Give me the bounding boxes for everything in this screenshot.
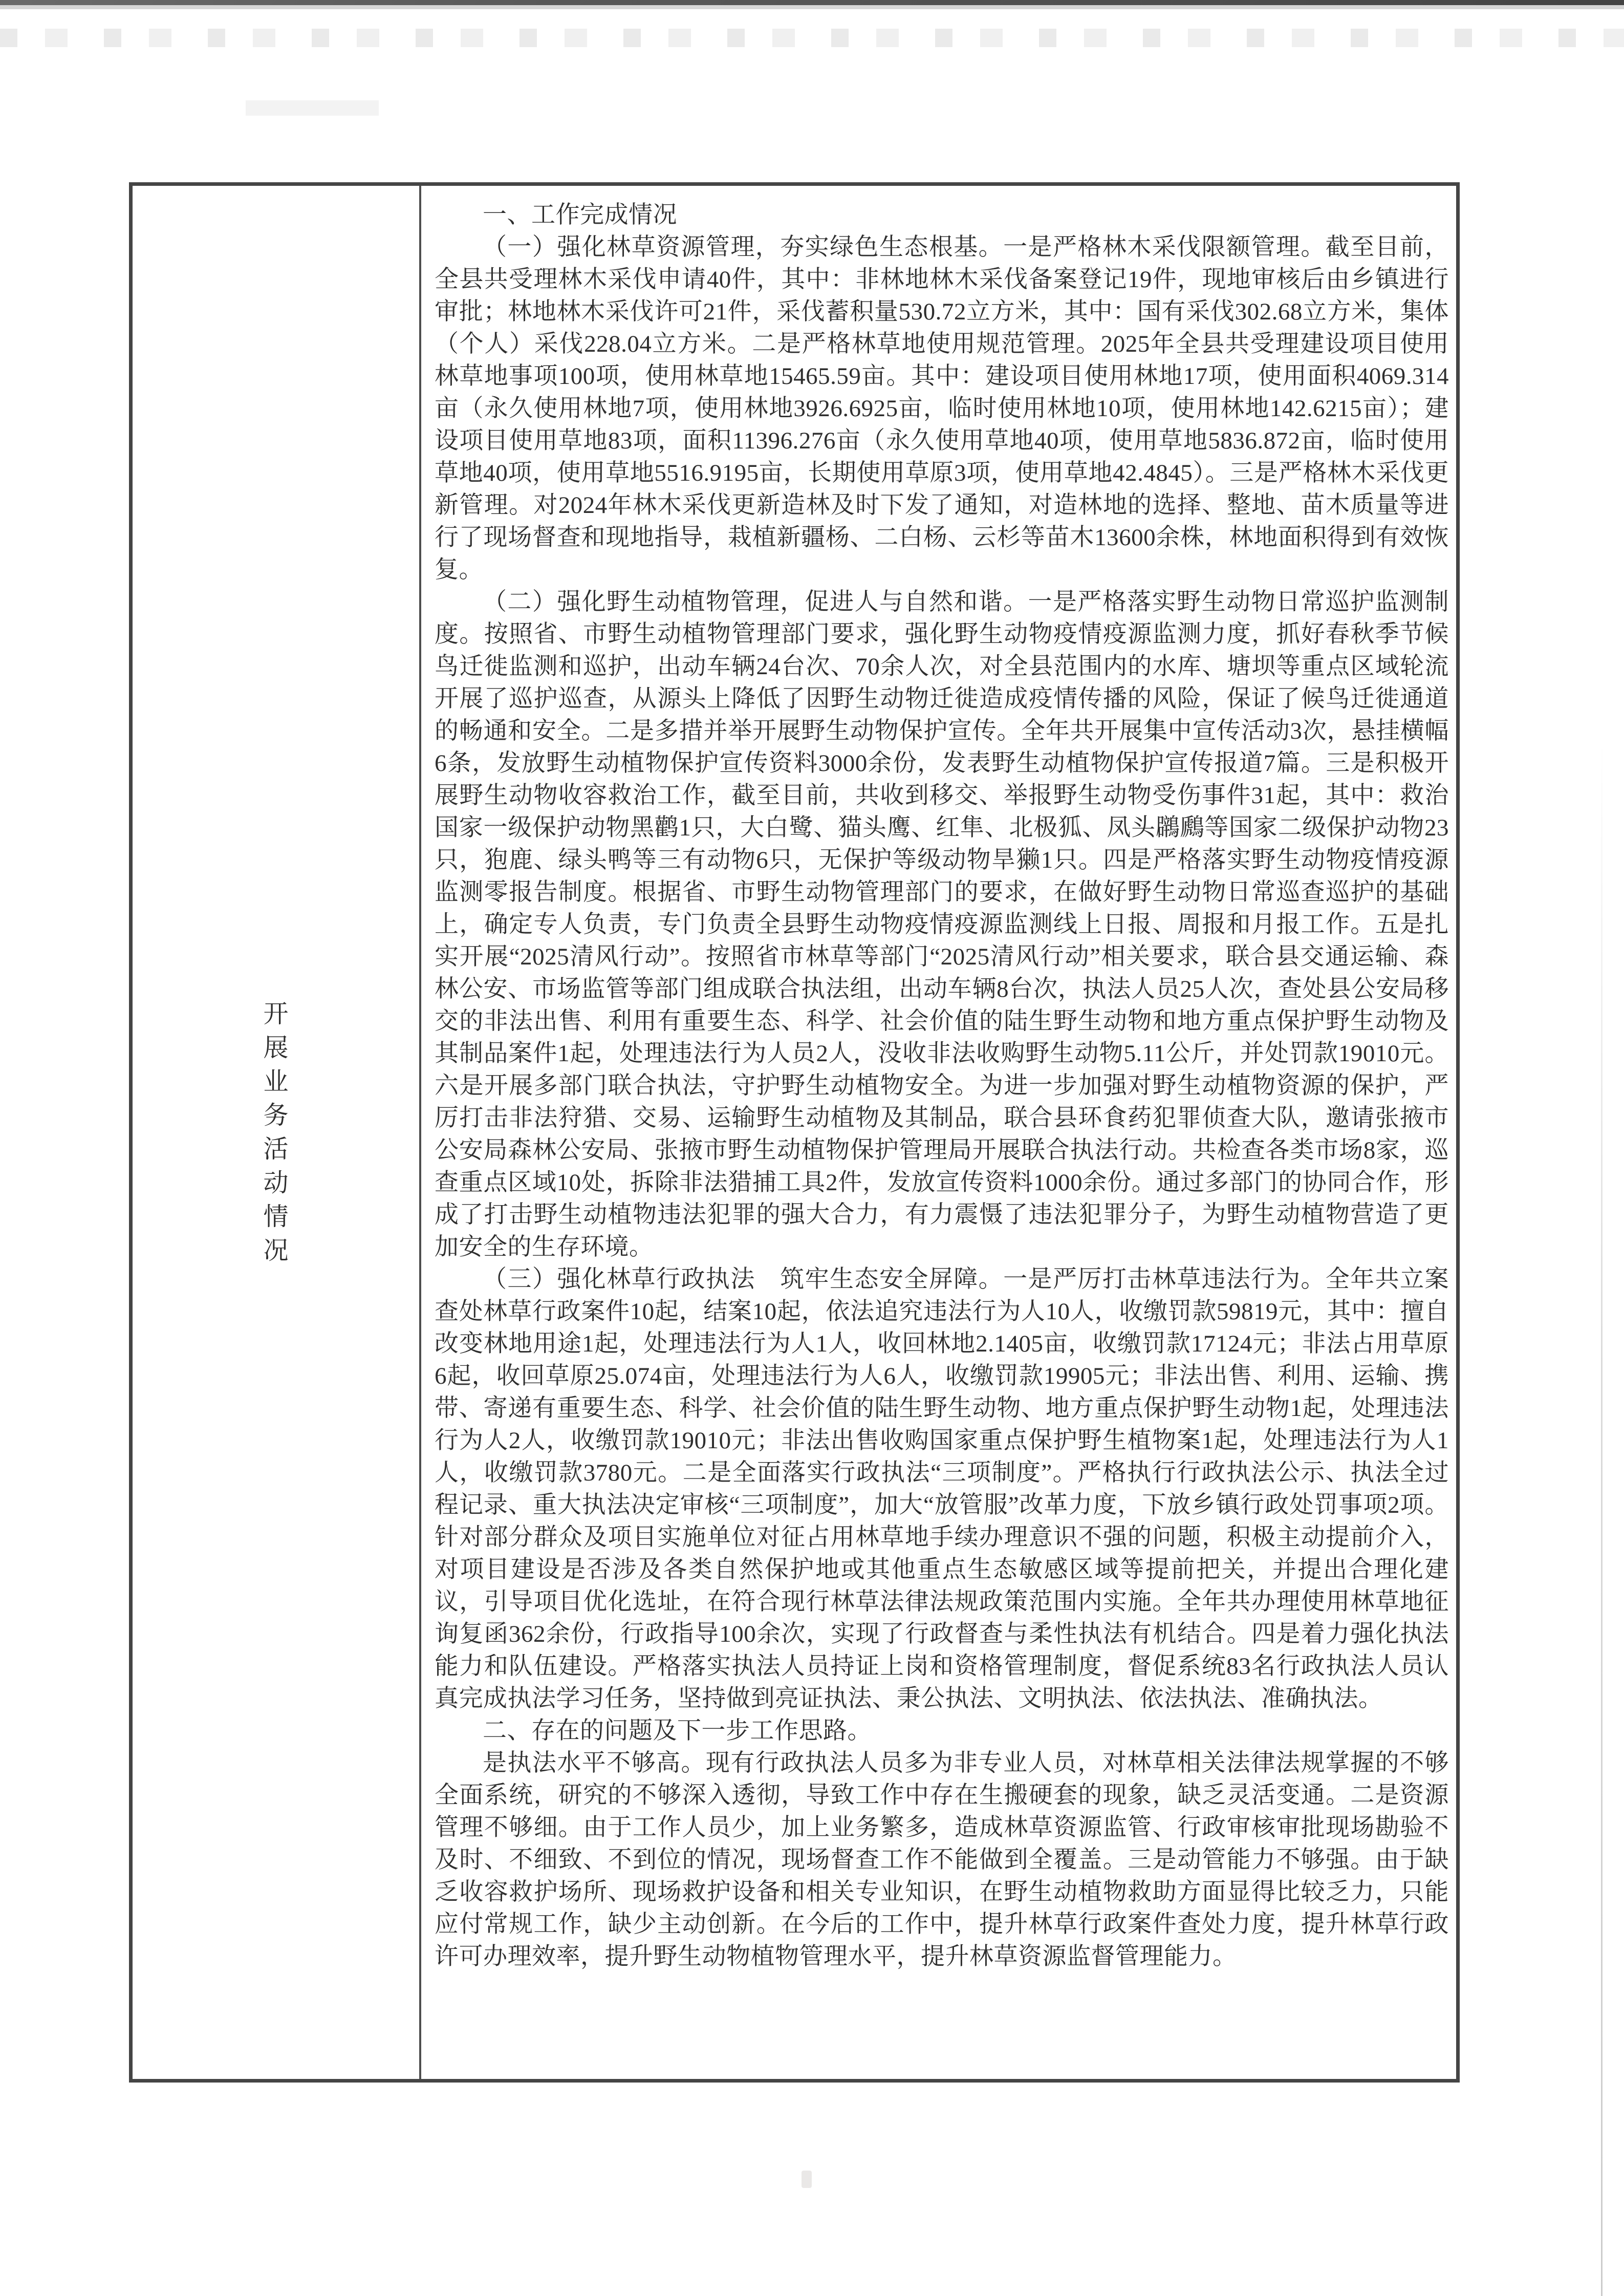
activity-report-cell (421, 186, 1456, 2079)
row-label-char: 务 (263, 1101, 289, 1129)
report-section-heading: 一、工作完成情况 (483, 202, 677, 228)
row-label-char: 展 (263, 1034, 289, 1062)
scan-edge-shadow (0, 5, 1624, 9)
report-paragraph: （三）强化林草行政执法 筑牢生态安全屏障。一是严厉打击林草违法行为。全年共立案查处林草行政案件10起，结案10起，依法追究违法行为人10人，收缴罚款59819元，其中：擅自改变林地用途1起，处理违法行为人1人，收回林地2.1405亩，收缴罚款17124元；非法占用草原6起，收回草原25.074亩，处理违法行为人6人，收缴罚款19905元；非法出售、利用、运输、携带、寄递有重要生态、科学、社会价值的陆生野生动物、地方重点保护野生动物1起，处理违法行为人2人，收缴罚款19010元；非法出售收购国家重点保护野生植物案1起，处理违法行为人1人，收缴罚款3780元。二是全面落实行政执法“三项制度”。严格执行行政执法公示、执法全过程记录、重大执法决定审核“三项制度”，加大“放管服”改革力度，下放乡镇行政处罚事项2项。针对部分群众及项目实施单位对征占用林草地手续办理意识不强的问题，积极主动提前介入，对项目建设是否涉及各类自然保护地或其他重点生态敏感区域等提前把关，并提出合理化建议，引导项目优化选址，在符合现行林草法律法规政策范围内实施。全年共办理使用林草地征询复函362余份，行政指导100余次，实现了行政督查与柔性执法有机结合。四是着力强化执法能力和队伍建设。严格落实执法人员持证上岗和资格管理制度，督促系统83名行政执法人员认真完成执法学习任务，坚持做到亮证执法、秉公执法、文明执法、依法执法、准确执法。 (435, 1266, 1449, 1712)
scan-ghost-smudge (246, 100, 379, 116)
scan-edge-artifact (0, 0, 1624, 5)
report-section-heading: 二、存在的问题及下一步工作思路。 (483, 1718, 872, 1744)
row-label-char: 活 (263, 1135, 289, 1163)
row-label-char: 动 (263, 1169, 289, 1197)
report-paragraph: （二）强化野生动植物管理，促进人与自然和谐。一是严格落实野生动物日常巡护监测制度。按照省、市野生动植物管理部门要求，强化野生动物疫情疫源监测力度，抓好春秋季节候鸟迁徙监测和巡护，出动车辆24台次、70余人次，对全县范围内的水库、塘坝等重点区域轮流开展了巡护巡查，从源头上降低了因野生动物迁徙造成疫情传播的风险，保证了候鸟迁徙通道的畅通和安全。二是多措并举开展野生动物保护宣传。全年共开展集中宣传活动3次，悬挂横幅6条，发放野生动植物保护宣传资料3000余份，发表野生动植物保护宣传报道7篇。三是积极开展野生动物收容救治工作，截至目前，共收到移交、举报野生动物受伤事件31起，其中：救治国家一级保护动物黑鹳1只，大白鹭、猫头鹰、红隼、北极狐、凤头鸊鷉等国家二级保护动物23只，狍鹿、绿头鸭等三有动物6只，无保护等级动物旱獭1只。四是严格落实野生动物疫情疫源监测零报告制度。根据省、市野生动物管理部门的要求，在做好野生动物日常巡查巡护的基础上，确定专人负责，专门负责全县野生动物疫情疫源监测线上日报、周报和月报工作。五是扎实开展“2025清风行动”。按照省市林草等部门“2025清风行动”相关要求，联合县交通运输、森林公安、市场监管等部门组成联合执法组，出动车辆8台次，执法人员25人次，查处县公安局移交的非法出售、利用有重要生态、科学、社会价值的陆生野生动物和地方重点保护野生动物及其制品案件1起，处理违法行为人员2人，没收非法收购野生动物5.11公斤，并处罚款19010元。六是开展多部门联合执法，守护野生动植物安全。为进一步加强对野生动植物资源的保护，严厉打击非法狩猎、交易、运输野生动植物及其制品，联合县环食药犯罪侦查大队，邀请张掖市公安局森林公安局、张掖市野生动植物保护管理局开展联合执法行动。共检查各类市场8家，巡查重点区域10处，拆除非法猎捕工具2件，发放宣传资料1000余份。通过多部门的协同合作，形成了打击野生动植物违法犯罪的强大合力，有力震慑了违法犯罪分子，为野生动植物营造了更加安全的生存环境。 (435, 589, 1449, 1260)
form-table (129, 182, 1460, 2083)
row-header-cell (133, 186, 421, 2079)
row-label-char: 情 (263, 1203, 289, 1231)
scan-ghost-text (0, 29, 1624, 47)
row-label-char: 况 (263, 1236, 289, 1264)
row-label-char: 业 (263, 1067, 289, 1096)
scan-page-edge-line (1601, 742, 1603, 2296)
report-paragraph: （一）强化林草资源管理，夯实绿色生态根基。一是严格林木采伐限额管理。截至目前，全县共受理林木采伐申请40件，其中：非林地林木采伐备案登记19件，现地审核后由乡镇进行审批；林地林木采伐许可21件，采伐蓄积量530.72立方米，其中：国有采伐302.68立方米，集体（个人）采伐228.04立方米。二是严格林草地使用规范管理。2025年全县共受理建设项目使用林草地事项100项，使用林草地15465.59亩。其中：建设项目使用林地17项，使用面积4069.314亩（永久使用林地7项，使用林地3926.6925亩，临时使用林地10项，使用林地142.6215亩）；建设项目使用草地83项，面积11396.276亩（永久使用草地40项，使用草地5836.872亩，临时使用草地40项，使用草地5516.9195亩，长期使用草原3项，使用草地42.4845）。三是严格林木采伐更新管理。对2024年林木采伐更新造林及时下发了通知，对造林地的选择、整地、苗木质量等进行了现场督查和现地指导，栽植新疆杨、二白杨、云杉等苗木13600余株，林地面积得到有效恢复。 (435, 234, 1449, 583)
row-label-char: 开 (263, 1000, 289, 1028)
scan-speck (802, 2171, 812, 2188)
report-paragraph: 是执法水平不够高。现有行政执法人员多为非专业人员，对林草相关法律法规掌握的不够全面系统，研究的不够深入透彻，导致工作中存在生搬硬套的现象，缺乏灵活变通。二是资源管理不够细。由于工作人员少，加上业务繁多，造成林草资源监管、行政审核审批现场勘验不及时、不细致、不到位的情况，现场督查工作不能做到全覆盖。三是动管能力不够强。由于缺乏收容救护场所、现场救护设备和相关专业知识，在野生动植物救助方面显得比较乏力，只能应付常规工作，缺少主动创新。在今后的工作中，提升林草行政案件查处力度，提升林草行政许可办理效率，提升野生动物植物管理水平，提升林草资源监督管理能力。 (435, 1750, 1449, 1970)
row-label-vertical (263, 997, 288, 1268)
